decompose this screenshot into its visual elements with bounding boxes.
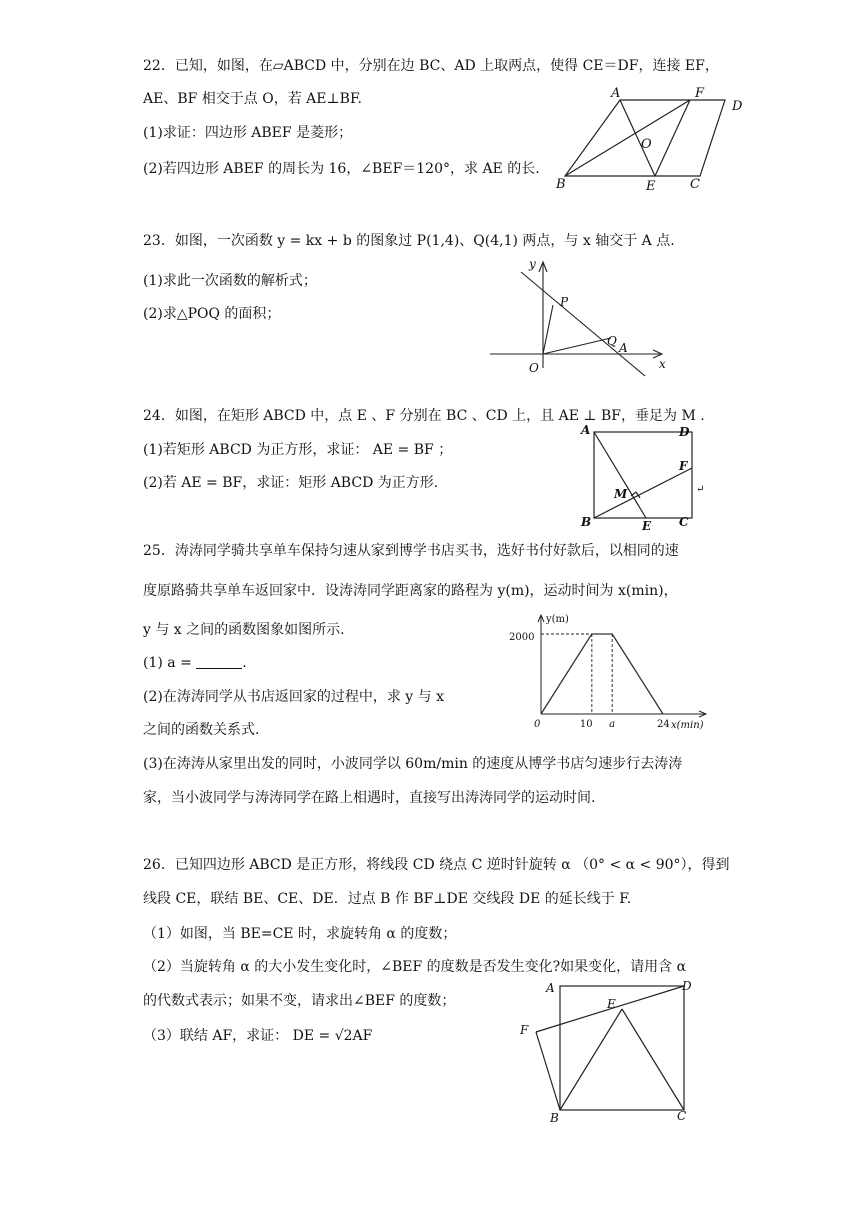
q23-label-O: O	[529, 361, 539, 375]
q25-chart	[505, 608, 715, 732]
q22-label-D: D	[732, 99, 743, 114]
q25-part2b: 之间的函数关系式.	[143, 722, 260, 738]
q25-xtick-10: 10	[579, 719, 593, 730]
q26-label-B: B	[550, 1111, 559, 1125]
q23-label-A: A	[619, 341, 628, 355]
q23-part2: (2)求△POQ 的面积；	[143, 306, 281, 322]
q26-label-E: E	[607, 997, 616, 1011]
q25-line2: 度原路骑共享单车返回家中．设涛涛同学距离家的路程为 y(m)，运动时间为 x(min)，	[143, 583, 678, 599]
q25-part2a: (2)在涛涛同学从书店返回家的过程中，求 y 与 x	[143, 689, 444, 705]
q25-xtick-a: a	[609, 719, 616, 730]
q22-label-E: E	[646, 179, 656, 194]
q25-part1	[143, 653, 247, 673]
q23-label-x: x	[659, 357, 666, 371]
q22-label-F: F	[695, 86, 705, 101]
q23-figure	[485, 250, 675, 378]
q25-part1-suffix: .	[242, 655, 247, 671]
q24-return-mark: ↵	[696, 484, 705, 495]
q26-line2: 线段 CE，联结 BE、CE、DE．过点 B 作 BF⊥DE 交线段 DE 的延长线于 F.	[143, 891, 632, 907]
q26-part2b: 的代数式表示；如果不变，请求出∠BEF 的度数；	[143, 993, 456, 1009]
q22-label-B: B	[556, 177, 566, 192]
q24-part2: (2)若 AE = BF，求证：矩形 ABCD 为正方形.	[143, 475, 439, 491]
q24-part1: (1)若矩形 ABCD 为正方形，求证： AE = BF ；	[143, 442, 453, 458]
q24-label-F: F	[679, 459, 688, 473]
q24-label-M: M	[614, 487, 628, 501]
q22-figure	[548, 82, 758, 194]
q22-label-O: O	[641, 137, 652, 152]
q24-figure	[576, 422, 716, 532]
q22-line2: AE、BF 相交于点 O，若 AE⊥BF.	[143, 91, 362, 107]
q23-label-P: P	[560, 295, 569, 309]
q25-series-line	[541, 634, 663, 714]
q26-label-A: A	[546, 981, 555, 995]
q26-label-D: D	[682, 979, 692, 993]
q22-line1: 22．已知，如图，在▱ABCD 中，分别在边 BC、AD 上取两点，使得 CE＝DF，连接 EF，	[143, 58, 719, 74]
q25-ylabel: y(m)	[546, 614, 569, 625]
q25-line3: y 与 x 之间的函数图象如图所示.	[143, 622, 345, 638]
q22-part2: (2)若四边形 ABEF 的周长为 16，∠BEF＝120°，求 AE 的长.	[143, 161, 540, 177]
q25-ytick-2000: 2000	[509, 632, 535, 643]
q26-label-C: C	[677, 1109, 687, 1123]
q24-label-E: E	[642, 519, 652, 532]
q22-label-A: A	[611, 86, 621, 101]
q23-label-Q: Q	[607, 334, 617, 348]
q23-part1: (1)求此一次函数的解析式；	[143, 273, 317, 289]
q26-line1: 26．已知四边形 ABCD 是正方形，将线段 CD 绕点 C 逆时针旋转 α （0° < α < 90°），得到	[143, 857, 730, 873]
q25-xlabel: x(min)	[671, 720, 704, 731]
q26-part1: （1）如图，当 BE=CE 时，求旋转角 α 的度数；	[143, 926, 457, 942]
q26-figure	[514, 976, 714, 1128]
q24-label-B: B	[581, 515, 592, 529]
q25-part3b: 家，当小波同学与涛涛同学在路上相遇时，直接写出涛涛同学的运动时间.	[143, 790, 596, 806]
q24-label-A: A	[581, 423, 591, 437]
q22-label-C: C	[690, 177, 700, 192]
q23-line1: 23．如图，一次函数 y = kx + b 的图象过 P(1,4)、Q(4,1) 两点，与 x 轴交于 A 点.	[143, 233, 675, 249]
q25-xtick-24: 24	[657, 719, 670, 730]
q25-line1: 25．涛涛同学骑共享单车保持匀速从家到博学书店买书，选好书付好款后，以相同的速	[143, 543, 679, 559]
q25-part3a: (3)在涛涛从家里出发的同时，小波同学以 60m/min 的速度从博学书店匀速步行去涛涛	[143, 756, 683, 772]
q25-xtick-0: 0	[534, 719, 541, 730]
q26-part2a: （2）当旋转角 α 的大小发生变化时，∠BEF 的度数是否发生变化?如果变化，请用含 α	[143, 959, 687, 975]
q25-answer-blank[interactable]	[196, 654, 242, 669]
q22-part1: (1)求证：四边形 ABEF 是菱形；	[143, 125, 353, 141]
q24-label-C: C	[679, 515, 689, 529]
q24-line1: 24．如图，在矩形 ABCD 中，点 E 、F 分别在 BC 、CD 上，且 AE ⊥ BF，垂足为 M .	[143, 408, 705, 424]
q26-part3: （3）联结 AF，求证： DE = √2AF	[143, 1028, 373, 1044]
q26-label-F: F	[520, 1023, 529, 1037]
q23-label-y: y	[529, 257, 536, 271]
q25-part1-prefix: (1) a =	[143, 655, 192, 671]
q24-label-D: D	[679, 425, 690, 439]
